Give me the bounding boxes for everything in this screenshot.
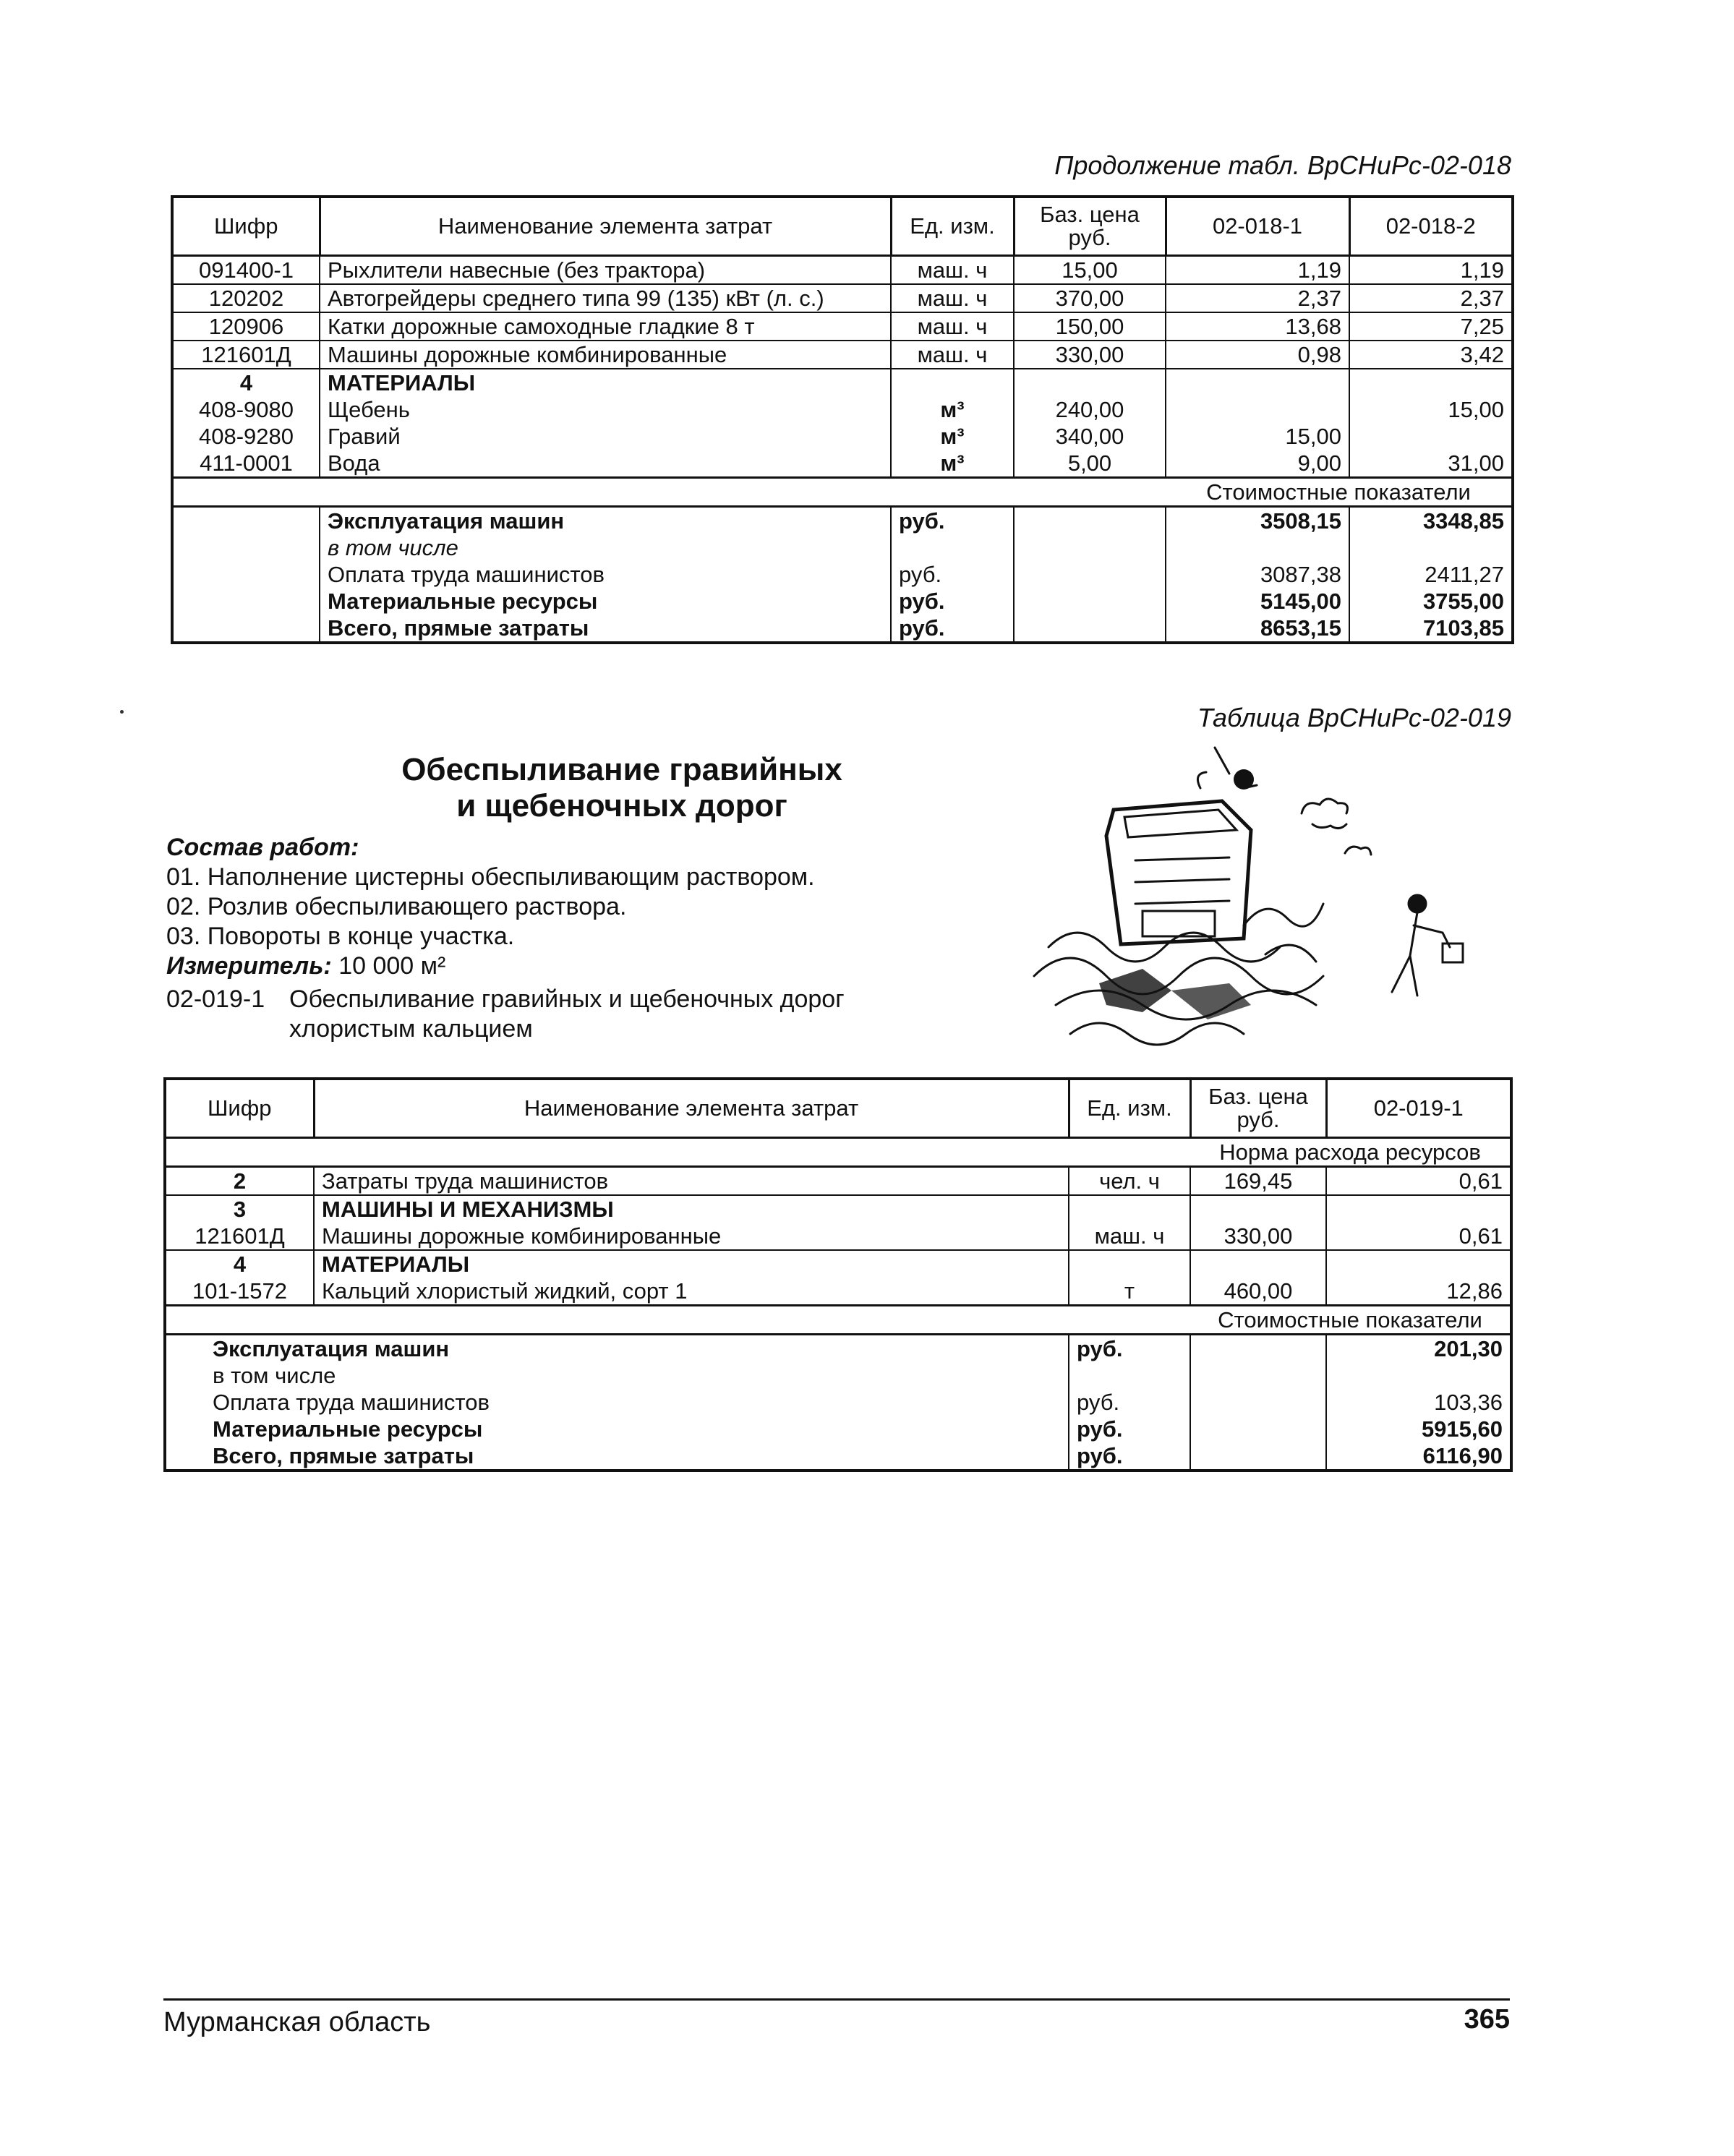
row-name: Гравий bbox=[320, 423, 891, 450]
row-value-1: 0,98 bbox=[1166, 341, 1349, 369]
cost-value-1 bbox=[1166, 534, 1349, 561]
cost-value-1: 5915,60 bbox=[1326, 1416, 1511, 1442]
works-label: Состав работ: bbox=[166, 834, 359, 861]
cost-unit: руб. bbox=[1069, 1389, 1190, 1416]
cost-row bbox=[165, 1389, 1511, 1416]
table-row bbox=[172, 284, 1513, 312]
row-unit bbox=[1069, 1195, 1190, 1223]
row-name: Машины дорожные комбинированные bbox=[314, 1223, 1069, 1250]
item-description: хлористым кальцием bbox=[289, 1015, 533, 1043]
cost-unit: руб. bbox=[891, 507, 1014, 535]
column-header: 02-018-1 bbox=[1166, 197, 1349, 256]
section-title bbox=[347, 752, 897, 824]
cost-row-total bbox=[172, 615, 1513, 643]
row-value-1 bbox=[1166, 396, 1349, 423]
cost-table-02-018 bbox=[171, 195, 1514, 644]
row-unit: м³ bbox=[891, 450, 1014, 478]
row-price: 150,00 bbox=[1014, 312, 1166, 341]
row-name: Рыхлители навесные (без трактора) bbox=[320, 256, 891, 285]
row-code: 120202 bbox=[172, 284, 320, 312]
row-code: 121601Д bbox=[165, 1223, 314, 1250]
work-item: 01. Наполнение цистерны обеспыливающим раствором. bbox=[166, 863, 815, 891]
row-price: 370,00 bbox=[1014, 284, 1166, 312]
row-unit: т bbox=[1069, 1278, 1190, 1306]
row-price bbox=[1190, 1250, 1326, 1278]
column-header: Шифр bbox=[172, 197, 320, 256]
cost-table-02-019 bbox=[163, 1077, 1513, 1472]
cost-unit bbox=[1069, 1362, 1190, 1389]
cost-name: Материальные ресурсы bbox=[320, 588, 891, 615]
row-price: 15,00 bbox=[1014, 256, 1166, 285]
cost-row bbox=[172, 534, 1513, 561]
stray-dot bbox=[120, 710, 124, 714]
row-unit: маш. ч bbox=[1069, 1223, 1190, 1250]
column-header: Наименование элемента затрат bbox=[320, 197, 891, 256]
row-value-2: 7,25 bbox=[1349, 312, 1513, 341]
column-header: 02-018-2 bbox=[1349, 197, 1513, 256]
cost-row bbox=[165, 1416, 1511, 1442]
page-number: 365 bbox=[1464, 2004, 1510, 2035]
cost-name: Всего, прямые затраты bbox=[213, 1443, 474, 1468]
title-line: и щебеночных дорог bbox=[456, 788, 787, 824]
row-price: 460,00 bbox=[1190, 1278, 1326, 1306]
row-value-1: 13,68 bbox=[1166, 312, 1349, 341]
item-description: Обеспыливание гравийных и щебеночных дорог bbox=[289, 985, 845, 1013]
row-price: 169,45 bbox=[1190, 1167, 1326, 1196]
row-name: МАШИНЫ И МЕХАНИЗМЫ bbox=[314, 1195, 1069, 1223]
cost-name: Эксплуатация машин bbox=[320, 507, 891, 535]
row-code: 120906 bbox=[172, 312, 320, 341]
table-row bbox=[165, 1278, 1511, 1306]
cost-unit: руб. bbox=[1069, 1442, 1190, 1471]
cost-row bbox=[172, 588, 1513, 615]
table-header-row bbox=[172, 197, 1513, 256]
cost-unit: руб. bbox=[891, 561, 1014, 588]
row-value-2: 3,42 bbox=[1349, 341, 1513, 369]
row-code: 4 bbox=[233, 1252, 247, 1277]
cost-name: в том числе bbox=[213, 1363, 336, 1388]
cost-row bbox=[172, 507, 1513, 535]
work-item: 03. Повороты в конце участка. bbox=[166, 923, 515, 950]
row-price bbox=[1190, 1195, 1326, 1223]
row-value-1: 1,19 bbox=[1166, 256, 1349, 285]
row-code: 091400-1 bbox=[172, 256, 320, 285]
cost-indicators-heading: Стоимостные показатели bbox=[1190, 1306, 1511, 1335]
column-header: Баз. цена руб. bbox=[1190, 1079, 1326, 1138]
row-name: Щебень bbox=[320, 396, 891, 423]
cost-value-1: 5145,00 bbox=[1166, 588, 1349, 615]
cost-value-1: 8653,15 bbox=[1166, 615, 1349, 643]
row-code: 3 bbox=[233, 1197, 247, 1222]
footer-region: Мурманская область bbox=[163, 2007, 431, 2037]
cost-value-1: 201,30 bbox=[1326, 1335, 1511, 1363]
cost-row bbox=[172, 561, 1513, 588]
row-name: Катки дорожные самоходные гладкие 8 т bbox=[320, 312, 891, 341]
row-price: 330,00 bbox=[1014, 341, 1166, 369]
row-name: Автогрейдеры среднего типа 99 (135) кВт (л. с.) bbox=[320, 284, 891, 312]
row-price: 330,00 bbox=[1190, 1223, 1326, 1250]
row-name: МАТЕРИАЛЫ bbox=[314, 1250, 1069, 1278]
row-value-1: 12,86 bbox=[1326, 1278, 1511, 1306]
cost-indicators-row bbox=[165, 1306, 1511, 1335]
row-name: Вода bbox=[320, 450, 891, 478]
work-item: 02. Розлив обеспыливающего раствора. bbox=[166, 893, 627, 920]
row-unit: м³ bbox=[891, 423, 1014, 450]
cost-indicators-heading: Стоимостные показатели bbox=[1166, 478, 1513, 507]
row-code: 101-1572 bbox=[165, 1278, 314, 1306]
cost-name: Материальные ресурсы bbox=[213, 1416, 483, 1442]
cost-value-1: 103,36 bbox=[1326, 1389, 1511, 1416]
meter-value: 10 000 м² bbox=[338, 952, 446, 980]
table-row bbox=[165, 1223, 1511, 1250]
cost-row bbox=[165, 1362, 1511, 1389]
row-code: 408-9080 bbox=[198, 397, 294, 422]
row-unit bbox=[1069, 1250, 1190, 1278]
row-value-1: 9,00 bbox=[1166, 450, 1349, 478]
row-value-2 bbox=[1349, 423, 1513, 450]
table-header-row bbox=[165, 1079, 1511, 1138]
title-line: Обеспыливание гравийных bbox=[401, 752, 842, 787]
cost-name: Оплата труда машинистов bbox=[320, 561, 891, 588]
cost-value-1: 6116,90 bbox=[1326, 1442, 1511, 1471]
table-row bbox=[172, 341, 1513, 369]
row-name: Кальций хлористый жидкий, сорт 1 bbox=[314, 1278, 1069, 1306]
row-unit: м³ bbox=[891, 396, 1014, 423]
column-header: Баз. цена руб. bbox=[1014, 197, 1166, 256]
column-header: 02-019-1 bbox=[1326, 1079, 1511, 1138]
row-code: 4 bbox=[239, 370, 253, 395]
road-machine-illustration bbox=[1027, 745, 1490, 1070]
row-unit: маш. ч bbox=[891, 256, 1014, 285]
row-value-1 bbox=[1166, 369, 1349, 396]
table-section-row bbox=[172, 369, 1513, 396]
column-header: Ед. изм. bbox=[1069, 1079, 1190, 1138]
row-price bbox=[1014, 369, 1166, 396]
row-value-1: 0,61 bbox=[1326, 1167, 1511, 1196]
table-caption: Таблица ВрСНиРс-02-019 bbox=[1197, 703, 1511, 732]
cost-value-2 bbox=[1349, 534, 1513, 561]
row-value-2: 1,19 bbox=[1349, 256, 1513, 285]
column-header: Наименование элемента затрат bbox=[314, 1079, 1069, 1138]
row-value-1: 2,37 bbox=[1166, 284, 1349, 312]
row-value-1 bbox=[1326, 1250, 1511, 1278]
cost-value-1 bbox=[1326, 1362, 1511, 1389]
cost-name: в том числе bbox=[320, 534, 891, 561]
column-header: Шифр bbox=[165, 1079, 314, 1138]
cost-unit: руб. bbox=[1069, 1335, 1190, 1363]
norm-header-row bbox=[165, 1138, 1511, 1167]
table-section-row bbox=[165, 1195, 1511, 1223]
row-value-1: 0,61 bbox=[1326, 1223, 1511, 1250]
norm-heading: Норма расхода ресурсов bbox=[1190, 1138, 1511, 1167]
row-name: Затраты труда машинистов bbox=[314, 1167, 1069, 1196]
cost-name: Всего, прямые затраты bbox=[320, 615, 891, 643]
cost-unit bbox=[891, 534, 1014, 561]
row-unit: маш. ч bbox=[891, 284, 1014, 312]
cost-unit: руб. bbox=[891, 588, 1014, 615]
meter-label: Измеритель: bbox=[166, 952, 332, 980]
table-row bbox=[172, 423, 1513, 450]
cost-value-2: 3755,00 bbox=[1349, 588, 1513, 615]
row-price: 240,00 bbox=[1014, 396, 1166, 423]
column-header: Ед. изм. bbox=[891, 197, 1014, 256]
cost-unit: руб. bbox=[1069, 1416, 1190, 1442]
table-caption: Продолжение табл. ВрСНиРс-02-018 bbox=[1054, 150, 1511, 180]
footer-rule bbox=[163, 1998, 1510, 2001]
row-unit: маш. ч bbox=[891, 341, 1014, 369]
cost-value-1: 3508,15 bbox=[1166, 507, 1349, 535]
cost-value-2: 7103,85 bbox=[1349, 615, 1513, 643]
row-value-2: 31,00 bbox=[1349, 450, 1513, 478]
table-row bbox=[172, 256, 1513, 285]
row-value-1: 15,00 bbox=[1166, 423, 1349, 450]
cost-name: Оплата труда машинистов bbox=[213, 1390, 490, 1415]
table-row bbox=[172, 396, 1513, 423]
row-code: 411-0001 bbox=[172, 450, 320, 478]
row-unit bbox=[891, 369, 1014, 396]
table-row bbox=[172, 450, 1513, 478]
row-name: Машины дорожные комбинированные bbox=[320, 341, 891, 369]
cost-value-2: 3348,85 bbox=[1349, 507, 1513, 535]
cost-row bbox=[165, 1335, 1511, 1363]
row-price: 340,00 bbox=[1014, 423, 1166, 450]
cost-value-1: 3087,38 bbox=[1166, 561, 1349, 588]
table-row bbox=[165, 1167, 1511, 1196]
row-price: 5,00 bbox=[1014, 450, 1166, 478]
row-unit: чел. ч bbox=[1069, 1167, 1190, 1196]
row-name: МАТЕРИАЛЫ bbox=[320, 369, 891, 396]
cost-unit: руб. bbox=[891, 615, 1014, 643]
cost-indicators-row bbox=[172, 478, 1513, 507]
row-value-2: 15,00 bbox=[1349, 396, 1513, 423]
row-code: 408-9280 bbox=[198, 424, 294, 449]
row-value-2: 2,37 bbox=[1349, 284, 1513, 312]
row-code: 2 bbox=[165, 1167, 314, 1196]
table-row bbox=[172, 312, 1513, 341]
row-code: 121601Д bbox=[172, 341, 320, 369]
row-unit: маш. ч bbox=[891, 312, 1014, 341]
cost-value-2: 2411,27 bbox=[1349, 561, 1513, 588]
item-code: 02-019-1 bbox=[166, 985, 265, 1013]
row-value-2 bbox=[1349, 369, 1513, 396]
row-value-1 bbox=[1326, 1195, 1511, 1223]
cost-name: Эксплуатация машин bbox=[213, 1336, 450, 1361]
meter-line bbox=[166, 951, 445, 981]
cost-row-total bbox=[165, 1442, 1511, 1471]
table-section-row bbox=[165, 1250, 1511, 1278]
